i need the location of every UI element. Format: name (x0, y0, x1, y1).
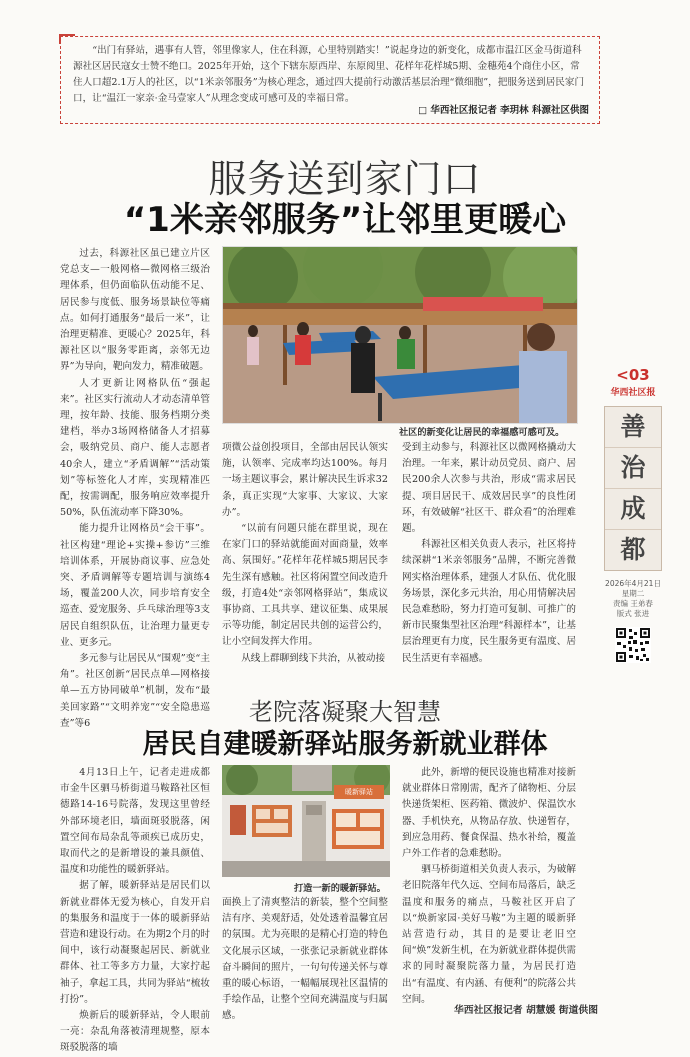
paragraph: 人才更新让网格队伍“强起来”。社区实行流动人才动态清单管理，按年龄、技能、服务档期分类建档，举办3场网格储备人才招募会，吸纳党员、商户、能人志愿者40余人，建立“矛盾调解”“活动策划”等标签化人才库，实现精准匹配，按需调配，服务响应效率提升50%，队伍流动率下降30%。 (60, 377, 210, 519)
article1-title-line1: 服务送到家门口 (208, 157, 482, 201)
column-name-box (604, 406, 662, 571)
paragraph: 受到主动参与，科源社区以微网格撬动大治理。一年来，累计动员党员、商户、居民200余人次参与共治，形成“需求居民提、项目居民干、成效居民享”的良性闭环，有效破解“社区干、群众看”的治理难题。 (402, 442, 576, 535)
photo1-caption: 社区的新变化让居民的幸福感可感可及。 (399, 427, 565, 438)
paragraph: 从线上群聊到线下共治，从被动接 (241, 652, 386, 664)
paragraph: 项微公益创投项目，全部由居民认领实施，认领率、完成率均达100%。每月一场主题议事会，累计解决民生诉求32条，真正实现“大家事、大家议、大家办”。 (222, 442, 388, 518)
issue-design: 版式 张进 (616, 609, 650, 618)
station-photo (222, 765, 390, 877)
article1-col3 (402, 440, 576, 667)
column-char: 治 (605, 448, 661, 489)
paper-name: 华西社区报 (610, 388, 656, 398)
quote-mark-icon (59, 34, 75, 44)
issue-editor: 责编 王弟春 (613, 599, 653, 608)
paragraph: 科源社区相关负责人表示，社区将持续深耕“1米亲邻服务”品牌，不断完善微网实格治理体系，建强人才队伍、优化服务场景，深化多元共治，用心用情解决居民急难愁盼，努力打造可复制、可推广的新市民聚集型社区治理“科源样本”，让基层治理更有力度，民生服务更有温度、居民生活更有幸福感。 (402, 539, 576, 664)
paragraph: 多元参与让居民从“围观”变“主角”。社区创新“居民点单—网格接单—五方协同破单”机制，发布“最美回家路”“文明养宠”“安全隐患巡查”等6 (60, 653, 210, 729)
article2-title-line1: 老院落凝聚大智慧 (249, 698, 441, 726)
page-sidebar (604, 366, 662, 663)
intro-box (60, 36, 600, 124)
intro-credit: □ 华西社区报记者 李玥林 科源社区供图 (418, 105, 589, 116)
station-sign: 暖新驿站 (334, 785, 384, 799)
article1-title-line2: “1米亲邻服务”让邻里更暖心 (123, 200, 567, 240)
article2-credit: 华西社区报记者 胡慧媛 街道供图 (454, 1005, 598, 1016)
paragraph: 据了解，暖新驿站是居民们以新就业群体无爱为核心，自发开启的集服务和温度于一体的暖新驿站营造和建设行动。在为期2个月的时间中，该行动凝聚起居民、新就业群体、社工等多方力量，大家拧起袖子，拿起工具，共同为驿站“梳妆打扮”。 (60, 880, 211, 1005)
ping-pong-photo (222, 246, 578, 424)
article2-col3 (402, 765, 576, 1008)
article1-col1 (60, 246, 210, 732)
paragraph: 4月13日上午，记者走进成都市金牛区驷马桥街道马鞍路社区恒德路14-16号院落，发现这里曾经外部环境老旧，墙面斑驳脱落，闲置空间布局杂乱等顽疾已成历史，取而代之的是新增设的兼具颜值、温度和功能性的暖新驿站。 (60, 767, 210, 876)
issue-info (604, 579, 662, 619)
paragraph: “以前有问题只能在群里说，现在在家门口的驿站就能面对面商量，效率高、氛围好。”花样年花样城5期居民李先生深有感触。社区将闲置空间改造升级，打造4处“亲邻网格驿站”，集成议事协商、工具共享、建议征集、成果展示等功能，制定居民共创的运营公约，让小空间发挥大作用。 (222, 523, 388, 648)
article2-title-line2: 居民自建暖新驿站服务新就业群体 (142, 729, 548, 760)
issue-weekday: 星期二 (621, 589, 645, 598)
paragraph: 面换上了清爽整洁的新装，整个空间整洁有序、美观舒适，处处透着温馨宜居的氛围。尤为亮眼的是精心打造的特色文化展示区域，一张张记录新就业群体奋斗瞬间的照片，一句句传递关怀与尊重的暖心标语，一幅幅展现社区温情的手绘作品，让整个空间充满温度与归属感。 (222, 897, 388, 1022)
qr-code-icon (615, 627, 651, 663)
column-char: 善 (605, 407, 661, 448)
issue-date: 2026年4月21日 (605, 579, 661, 588)
paragraph: 能力提升让网格员“会干事”。社区构建“理论+实操+参访”三维培训体系，开展协商议事、应急处突、矛盾调解等专题培训与演练4场，覆盖200人次，同步培育安全巡查、爱宠服务、乒乓球治理等3支居民自组织队伍，让治理力量更专业、更多元。 (60, 523, 211, 648)
paragraph: 驷马桥街道相关负责人表示，为破解老旧院落年代久远、空间布局落后，缺乏温度和服务的痛点，马鞍社区开启了以“焕新家园·美好马鞍”为主题的暖新驿站营造行动，其目的是要让老旧空间“焕”发新生机，在为新就业群体提供需求的同时凝聚院落力量，为居民打造出“有温度、有内涵、有便利”的院落公共空间。 (402, 864, 576, 1005)
photo-illustration (223, 247, 577, 423)
photo-illustration (222, 765, 390, 877)
intro-text: “出门有驿站，遇事有人管，邻里像家人，住在科源，心里特别踏实！”说起身边的新变化，成都市温江区金马街道科源社区居民寇女士赞不绝口。2025年开始，这个下辖东原西岸、东原阅里、花样年花样城5期、金穗苑4个商住小区，常住人口超2.1万人的社区，以“1米亲邻服务”为核心理念，通过四大提前行动激活基层治理“微细胞”，把服务送到居民家门口，让“温江一家亲·金马壹家人”从理念变成可感可及的幸福日常。 (73, 45, 585, 104)
article2-col1 (60, 765, 210, 1057)
paragraph: 焕新后的暖新驿站，令人眼前一亮：杂乱角落被清理规整，原本斑驳脱落的墙 (60, 1010, 210, 1054)
paragraph: 此外，新增的便民设施也精准对接新就业群体日常刚需，配齐了储物柜、分层快递货架柜、医药箱、微波炉、保温饮水器、手机快充，从物品存放、快递暂存，到应急用药、餐食保温、热水补给，覆盖户外工作者的急难愁盼。 (402, 767, 576, 860)
column-char: 都 (620, 535, 646, 564)
photo2-caption: 打造一新的暖新驿站。 (294, 883, 386, 894)
page-number: <03 (616, 366, 650, 384)
column-char: 成 (605, 489, 661, 530)
paragraph: 过去，科源社区虽已建立片区党总支—一般网格—微网格三级治理体系，但仍面临队伍动能不足、居民参与度低、服务场景缺位等痛点。如何打通服务“最后一米”，让治理更精准、更暖心？2025年，科源社区以“服务零距离，亲邻无边界”为导向，靶向发力，精准破题。 (60, 248, 210, 373)
article2-col2 (222, 895, 388, 1025)
article1-col2 (222, 440, 388, 667)
